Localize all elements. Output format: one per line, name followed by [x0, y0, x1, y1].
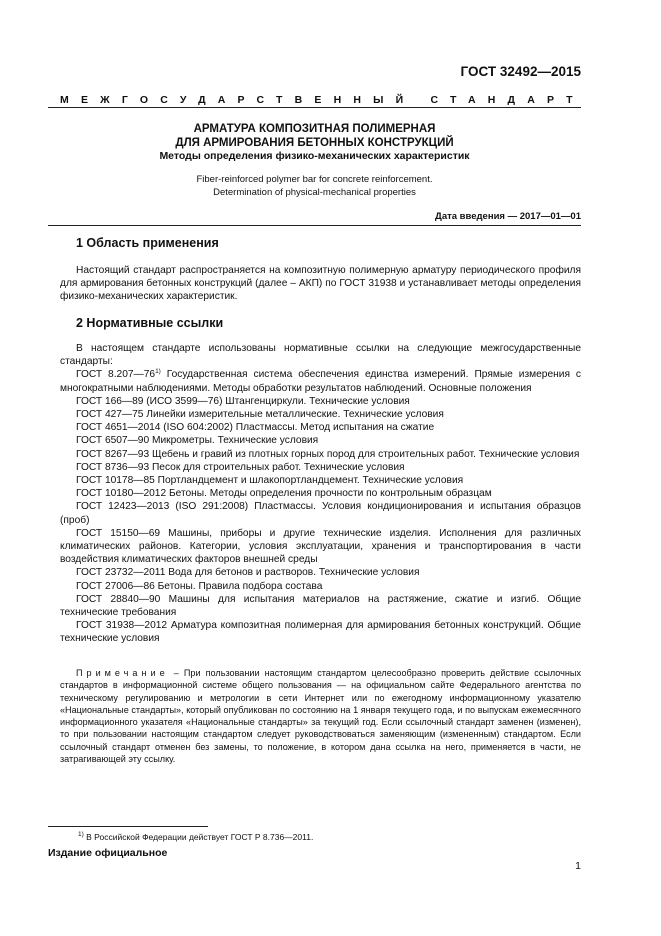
section-2-body — [60, 342, 581, 646]
note-paragraph — [60, 667, 581, 765]
title-subtitle: Методы определения физико-механических характеристик — [159, 150, 470, 162]
reference-item: ГОСТ 27006—86 Бетоны. Правила подбора состава — [76, 580, 323, 592]
reference-item: ГОСТ 28840—90 Машины для испытания материалов на растяжение, сжатие и изгиб. Общие технические требования — [60, 593, 581, 619]
footnote-mark: 1) — [78, 831, 84, 838]
reference-item: ГОСТ 6507—90 Микрометры. Технические условия — [76, 435, 319, 447]
footnote-text: В Российской Федерации действует ГОСТ Р 8.736—2011. — [83, 832, 314, 842]
english-title — [48, 173, 581, 199]
title-line-1: АРМАТУРА КОМПОЗИТНАЯ ПОЛИМЕРНАЯ — [193, 123, 436, 135]
official-edition-label: Издание официальное — [48, 847, 168, 859]
note-text: – При пользовании настоящим стандартом целесообразно проверить действие ссылочных стандартов в информационной системе общего пользования — на официальном сайте Федерального агентства по техническому регулированию и метрологии в сети Интернет или по ежегодному информационному указателю «Национальные стандарты», который опубликован по состоянию на 1 января текущего года, и по выпускам ежемесячного информационного указателя «Национальные стандарты» за текущий год. Если ссылочный стандарт заменен (изменен), то при пользовании настоящим стандартом следует руководствоваться заменяющим (измененным) стандартом. Если ссылочный стандарт отменен без замены, то положение, в котором дана ссылка на него, применяется в части, не затрагивающей эту ссылку. — [60, 668, 581, 765]
reference-code: ГОСТ 8.207—76 — [76, 369, 156, 381]
note-label: Примечание — [76, 668, 169, 678]
interstate-standard-label: МЕЖГОСУДАРСТВЕННЫЙ СТАНДАРТ — [60, 94, 585, 106]
reference-item: ГОСТ 8267—93 Щебень и гравий из плотных горных пород для строительных работ. Технические условия — [76, 448, 580, 460]
section-1-body — [60, 264, 581, 304]
section-2-heading: 2 Нормативные ссылки — [76, 316, 224, 330]
references-note — [60, 667, 581, 765]
section-1-heading: 1 Область применения — [76, 236, 219, 250]
reference-item: ГОСТ 4651—2014 (ISO 604:2002) Пластмассы. Метод испытания на сжатие — [76, 422, 435, 434]
footnote-divider — [48, 826, 208, 827]
reference-item: ГОСТ 10180—2012 Бетоны. Методы определения прочности по контрольным образцам — [76, 488, 492, 500]
section-1-paragraph: Настоящий стандарт распространяется на композитную полимерную арматуру периодического профиля для армирования бетонных конструкций (далее – АКП) по ГОСТ 31938 и устанавливает методы определения физико-механических характеристик. — [60, 265, 581, 303]
interstate-standard-banner — [60, 94, 585, 106]
reference-title: Государственная система обеспечения единства измерений. Прямые измерения с многократными наблюдениями. Методы обработки результатов наблюдений. Основные положения — [60, 369, 581, 394]
effective-date: Дата введения — 2017—01—01 — [435, 211, 581, 222]
reference-item: ГОСТ 427—75 Линейки измерительные металлические. Технические условия — [76, 409, 444, 421]
reference-item — [60, 368, 581, 394]
footnote — [78, 832, 313, 842]
date-divider — [48, 225, 581, 226]
reference-item: ГОСТ 166—89 (ИСО 3599—76) Штангенциркули. Технические условия — [76, 395, 410, 407]
standard-code: ГОСТ 32492—2015 — [460, 64, 581, 79]
references-intro: В настоящем стандарте использованы нормативные ссылки на следующие межгосударственные стандарты: — [60, 343, 581, 368]
page-number: 1 — [575, 860, 581, 872]
footnote-marker: 1) — [155, 368, 161, 376]
reference-item: ГОСТ 10178—85 Портландцемент и шлакопортландцемент. Технические условия — [76, 475, 464, 487]
header-divider — [48, 107, 581, 108]
reference-item: ГОСТ 23732—2011 Вода для бетонов и растворов. Технические условия — [76, 567, 420, 579]
title-line-2: ДЛЯ АРМИРОВАНИЯ БЕТОННЫХ КОНСТРУКЦИЙ — [175, 137, 454, 149]
reference-item: ГОСТ 12423—2013 (ISO 291:2008) Пластмассы. Условия кондиционирования и испытания образцов (проб) — [60, 501, 581, 526]
document-title — [48, 122, 581, 163]
reference-item: ГОСТ 15150—69 Машины, приборы и другие технические изделия. Исполнения для различных климатических районов. Категории, условия эксплуатации, хранения и транспортирования в части воздействия климатических факторов внешней среды — [60, 527, 581, 566]
reference-item: ГОСТ 8736—93 Песок для строительных работ. Технические условия — [76, 461, 405, 473]
reference-item: ГОСТ 31938—2012 Арматура композитная полимерная для армирования бетонных конструкций. Общие технические условия — [60, 620, 581, 645]
english-title-line-1: Fiber-reinforced polymer bar for concrete reinforcement. — [196, 174, 433, 185]
english-title-line-2: Determination of physical-mechanical properties — [213, 187, 416, 198]
